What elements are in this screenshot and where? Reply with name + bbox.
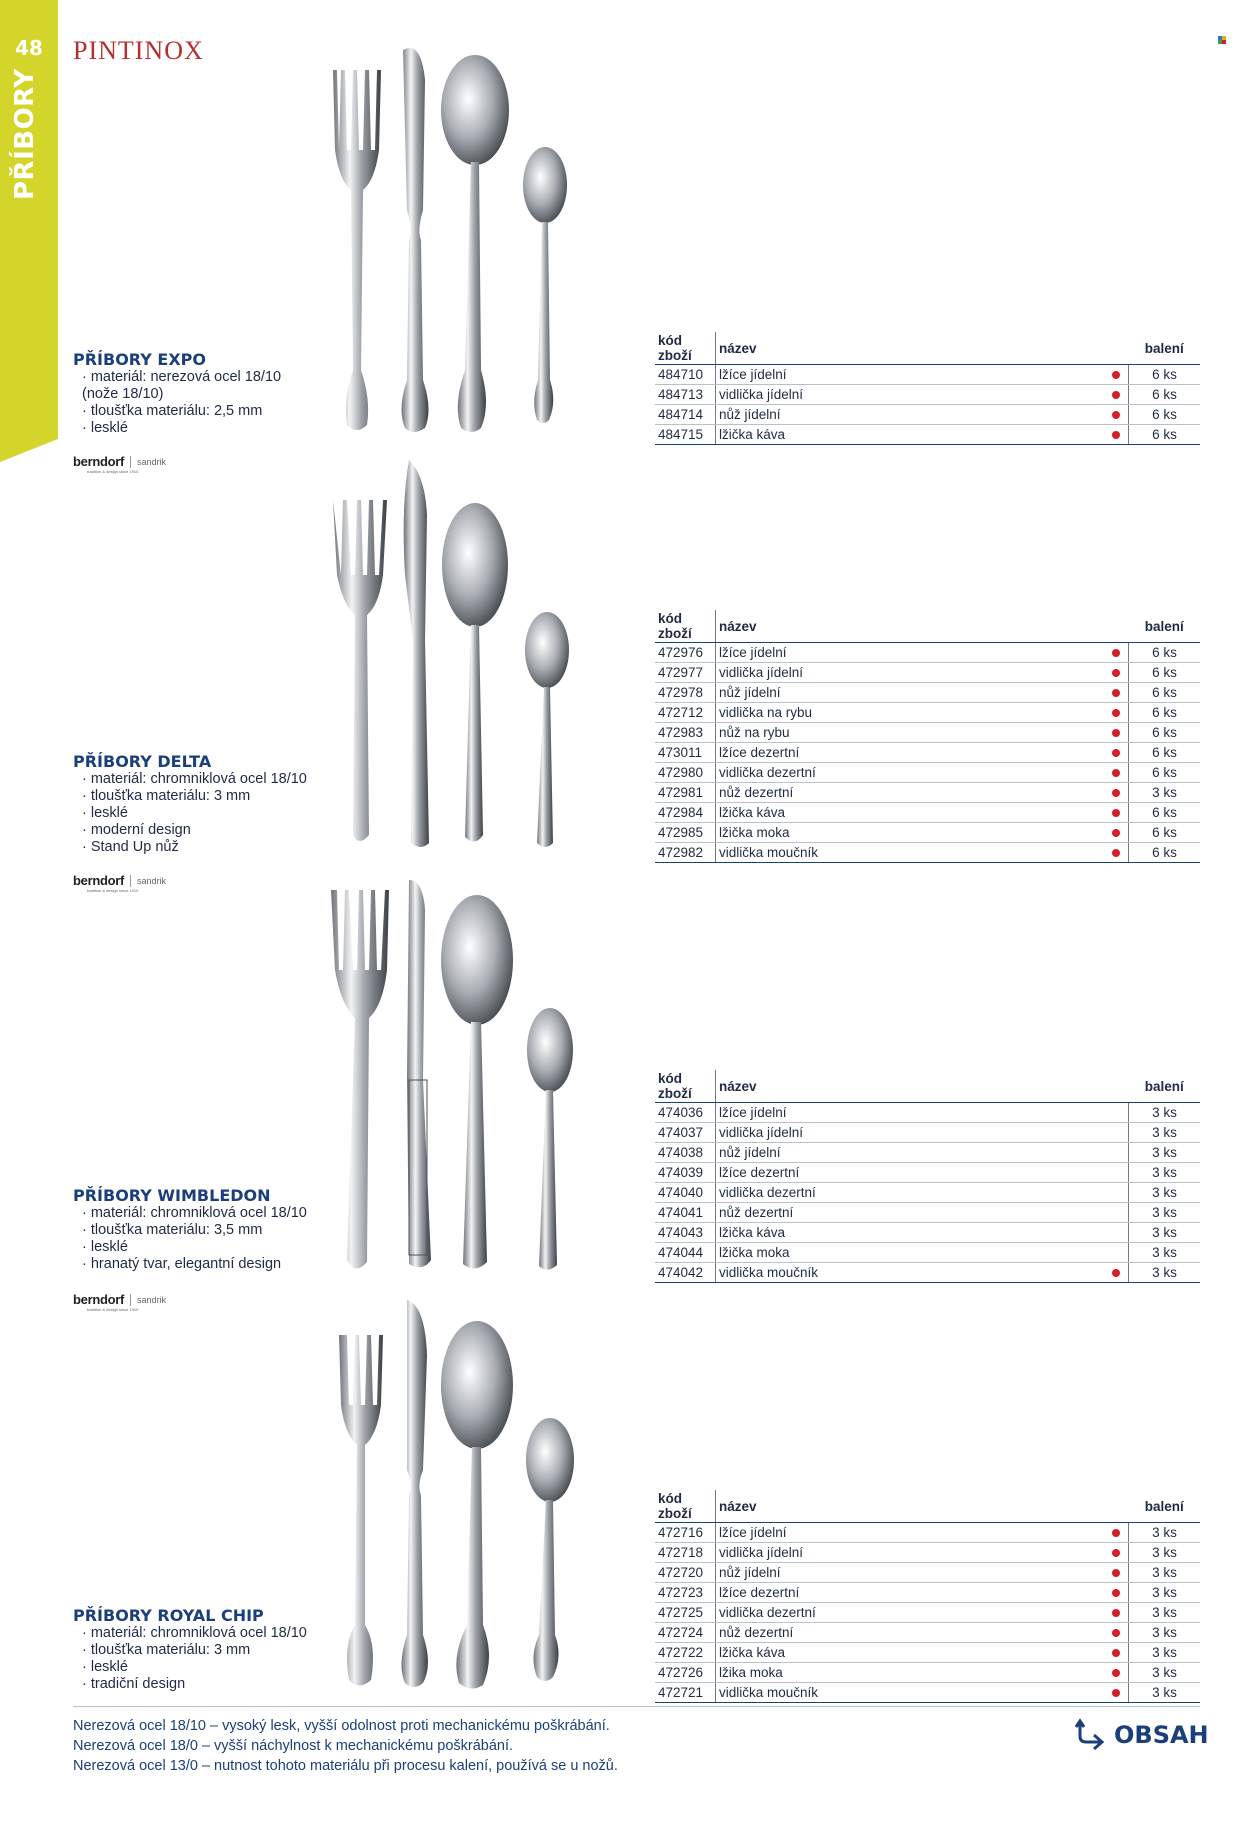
stock-dot-icon <box>1112 789 1120 797</box>
product-name: vidlička dezertní <box>716 763 1105 783</box>
table-row <box>655 1683 1200 1703</box>
table-row <box>655 1103 1200 1123</box>
pack-size: 3 ks <box>1129 1563 1201 1583</box>
section-label: PŘÍBORY <box>10 68 40 200</box>
berndorf-logo <box>73 1292 166 1307</box>
table-row <box>655 1643 1200 1663</box>
sandrik-wordmark: sandrik <box>137 456 167 467</box>
table-row <box>655 1543 1200 1563</box>
pack-size: 6 ks <box>1129 803 1201 823</box>
product-code: 474038 <box>655 1143 716 1163</box>
pack-size: 3 ks <box>1129 1623 1201 1643</box>
product-code: 472980 <box>655 763 716 783</box>
pack-size: 6 ks <box>1129 683 1201 703</box>
pack-size: 6 ks <box>1129 405 1201 425</box>
table-row <box>655 1123 1200 1143</box>
royal-chip-cutlery-image <box>325 1295 585 1695</box>
pack-size: 6 ks <box>1129 823 1201 843</box>
product-table <box>655 1490 1200 1703</box>
pack-size: 6 ks <box>1129 385 1201 405</box>
product-table <box>655 332 1200 445</box>
product-code: 472716 <box>655 1523 716 1543</box>
stock-dot-icon <box>1112 1589 1120 1597</box>
spec-line: · tloušťka materiálu: 3 mm <box>82 788 251 804</box>
product-code: 484715 <box>655 425 716 445</box>
table-row <box>655 723 1200 743</box>
product-code: 472724 <box>655 1623 716 1643</box>
stock-dot-icon <box>1112 1549 1120 1557</box>
product-code: 484713 <box>655 385 716 405</box>
berndorf-wordmark: berndorf <box>73 454 125 469</box>
product-specs <box>73 771 307 856</box>
pack-size: 3 ks <box>1129 783 1201 803</box>
note-line: Nerezová ocel 18/10 – vysoký lesk, vyšší odolnost proti mechanickému poškrábání. <box>73 1718 610 1734</box>
product-table <box>655 610 1200 863</box>
product-name: vidlička moučník <box>716 843 1105 863</box>
stock-dot-icon <box>1112 1569 1120 1577</box>
table-row <box>655 1163 1200 1183</box>
stock-dot-icon <box>1112 849 1120 857</box>
pack-size: 6 ks <box>1129 663 1201 683</box>
pack-size: 3 ks <box>1129 1643 1201 1663</box>
product-code: 472982 <box>655 843 716 863</box>
product-title: PŘÍBORY ROYAL CHIP <box>73 1606 264 1625</box>
stock-dot-icon <box>1112 431 1120 439</box>
spec-line: · tradiční design <box>82 1676 186 1692</box>
header-name: název <box>716 1070 1129 1103</box>
pack-size: 3 ks <box>1129 1103 1201 1123</box>
product-name: lžika moka <box>716 1663 1105 1683</box>
table-row <box>655 1603 1200 1623</box>
table-row <box>655 763 1200 783</box>
product-code: 472720 <box>655 1563 716 1583</box>
spec-line: · tloušťka materiálu: 2,5 mm <box>82 403 263 419</box>
spec-line: · moderní design <box>82 822 191 838</box>
material-notes <box>73 1716 618 1776</box>
product-code: 474041 <box>655 1203 716 1223</box>
spec-line: · Stand Up nůž <box>82 839 179 855</box>
product-code: 473011 <box>655 743 716 763</box>
product-name: lžíce jídelní <box>716 1103 1105 1123</box>
table-row <box>655 1583 1200 1603</box>
table-row <box>655 1243 1200 1263</box>
pack-size: 3 ks <box>1129 1183 1201 1203</box>
product-code: 472725 <box>655 1603 716 1623</box>
product-code: 474042 <box>655 1263 716 1283</box>
product-code: 484710 <box>655 365 716 385</box>
spec-line: · hranatý tvar, elegantní design <box>82 1256 282 1272</box>
product-name: vidlička na rybu <box>716 703 1105 723</box>
product-name: vidlička moučník <box>716 1683 1105 1703</box>
product-name: lžička káva <box>716 425 1105 445</box>
table-row <box>655 643 1200 663</box>
spec-line: · lesklé <box>82 1659 128 1675</box>
product-code: 472718 <box>655 1543 716 1563</box>
spec-line: · materiál: chromniklová ocel 18/10 <box>82 1205 307 1221</box>
pack-size: 3 ks <box>1129 1143 1201 1163</box>
spec-line: · lesklé <box>82 805 128 821</box>
table-row <box>655 1663 1200 1683</box>
contents-link[interactable] <box>1074 1718 1209 1752</box>
product-specs <box>73 1625 307 1693</box>
logo-tagline: tradition & design since 1910 <box>87 469 139 474</box>
product-code: 472976 <box>655 643 716 663</box>
table-row <box>655 1523 1200 1543</box>
table-row <box>655 1143 1200 1163</box>
product-name: nůž jídelní <box>716 1563 1105 1583</box>
pack-size: 3 ks <box>1129 1223 1201 1243</box>
stock-dot-icon <box>1112 669 1120 677</box>
product-specs <box>73 1205 307 1273</box>
pack-size: 6 ks <box>1129 703 1201 723</box>
footer-divider <box>73 1706 1200 1707</box>
product-name: nůž dezertní <box>716 1203 1105 1223</box>
sandrik-wordmark: sandrik <box>137 1294 167 1305</box>
table-row <box>655 1183 1200 1203</box>
logo-tagline: tradition & design since 1910 <box>87 1307 139 1312</box>
table-row <box>655 425 1200 445</box>
pack-size: 3 ks <box>1129 1663 1201 1683</box>
berndorf-logo <box>73 873 166 888</box>
table-row <box>655 405 1200 425</box>
table-row <box>655 1263 1200 1283</box>
header-name: název <box>716 332 1129 365</box>
header-code: kód zboží <box>655 1070 716 1103</box>
expo-cutlery-image <box>325 40 585 440</box>
page-number: 48 <box>15 36 43 60</box>
table-row <box>655 663 1200 683</box>
berndorf-wordmark: berndorf <box>73 1292 125 1307</box>
pack-size: 6 ks <box>1129 843 1201 863</box>
table-row <box>655 1623 1200 1643</box>
product-name: lžíce dezertní <box>716 743 1105 763</box>
table-row <box>655 803 1200 823</box>
product-name: vidlička jídelní <box>716 1543 1105 1563</box>
stock-dot-icon <box>1112 769 1120 777</box>
stock-dot-icon <box>1112 689 1120 697</box>
logo-tagline: tradition & design since 1910 <box>87 888 139 893</box>
delta-cutlery-image <box>325 455 585 855</box>
stock-dot-icon <box>1112 1689 1120 1697</box>
corner-mark-icon <box>1218 36 1226 44</box>
pack-size: 3 ks <box>1129 1603 1201 1623</box>
pack-size: 6 ks <box>1129 365 1201 385</box>
table-row <box>655 843 1200 863</box>
product-name: lžička moka <box>716 823 1105 843</box>
product-name: nůž jídelní <box>716 1143 1105 1163</box>
spec-line: · materiál: chromniklová ocel 18/10 <box>82 771 307 787</box>
product-title: PŘÍBORY WIMBLEDON <box>73 1186 271 1205</box>
table-row <box>655 743 1200 763</box>
stock-dot-icon <box>1112 749 1120 757</box>
product-code: 472712 <box>655 703 716 723</box>
product-name: lžíce jídelní <box>716 365 1105 385</box>
product-name: nůž jídelní <box>716 405 1105 425</box>
table-row <box>655 1203 1200 1223</box>
pack-size: 3 ks <box>1129 1523 1201 1543</box>
product-code: 472978 <box>655 683 716 703</box>
brand-logo: PINTINOX <box>73 36 204 65</box>
pack-size: 3 ks <box>1129 1543 1201 1563</box>
product-name: vidlička dezertní <box>716 1183 1105 1203</box>
pack-size: 3 ks <box>1129 1683 1201 1703</box>
table-row <box>655 783 1200 803</box>
table-row <box>655 1563 1200 1583</box>
wimbledon-cutlery-image <box>325 880 585 1280</box>
product-table <box>655 1070 1200 1283</box>
product-code: 472985 <box>655 823 716 843</box>
product-code: 474039 <box>655 1163 716 1183</box>
berndorf-wordmark: berndorf <box>73 873 125 888</box>
header-name: název <box>716 1490 1129 1523</box>
product-name: lžička káva <box>716 1223 1105 1243</box>
contents-label: OBSAH <box>1114 1721 1209 1749</box>
stock-dot-icon <box>1112 709 1120 717</box>
stock-dot-icon <box>1112 1649 1120 1657</box>
stock-dot-icon <box>1112 809 1120 817</box>
product-name: vidlička moučník <box>716 1263 1105 1283</box>
pack-size: 3 ks <box>1129 1583 1201 1603</box>
product-code: 472977 <box>655 663 716 683</box>
spec-line: · tloušťka materiálu: 3,5 mm <box>82 1222 263 1238</box>
product-name: nůž dezertní <box>716 1623 1105 1643</box>
pack-size: 3 ks <box>1129 1203 1201 1223</box>
header-pack: balení <box>1129 332 1201 365</box>
arrow-turn-icon <box>1074 1718 1108 1752</box>
product-code: 472983 <box>655 723 716 743</box>
product-title: PŘÍBORY EXPO <box>73 350 206 369</box>
header-code: kód zboží <box>655 332 716 365</box>
product-specs <box>73 369 281 437</box>
product-code: 472722 <box>655 1643 716 1663</box>
stock-dot-icon <box>1112 1669 1120 1677</box>
stock-dot-icon <box>1112 729 1120 737</box>
pack-size: 6 ks <box>1129 425 1201 445</box>
pack-size: 3 ks <box>1129 1163 1201 1183</box>
product-name: lžička moka <box>716 1243 1105 1263</box>
product-name: lžíce jídelní <box>716 643 1105 663</box>
product-code: 474044 <box>655 1243 716 1263</box>
spec-line: · tloušťka materiálu: 3 mm <box>82 1642 251 1658</box>
table-row <box>655 1223 1200 1243</box>
stock-dot-icon <box>1112 411 1120 419</box>
note-line: Nerezová ocel 18/0 – vyšší náchylnost k mechanickému poškrábání. <box>73 1738 514 1754</box>
stock-dot-icon <box>1112 1629 1120 1637</box>
header-pack: balení <box>1129 1070 1201 1103</box>
table-row <box>655 823 1200 843</box>
sandrik-wordmark: sandrik <box>137 875 167 886</box>
stock-dot-icon <box>1112 649 1120 657</box>
product-code: 474036 <box>655 1103 716 1123</box>
product-name: nůž dezertní <box>716 783 1105 803</box>
header-code: kód zboží <box>655 610 716 643</box>
stock-dot-icon <box>1112 1609 1120 1617</box>
note-line: Nerezová ocel 13/0 – nutnost tohoto materiálu při procesu kalení, používá se u nožů. <box>73 1758 618 1774</box>
header-code: kód zboží <box>655 1490 716 1523</box>
stock-dot-icon <box>1112 829 1120 837</box>
stock-dot-icon <box>1112 1269 1120 1277</box>
product-title: PŘÍBORY DELTA <box>73 752 212 771</box>
product-code: 472981 <box>655 783 716 803</box>
product-code: 474043 <box>655 1223 716 1243</box>
spec-line: · lesklé <box>82 420 128 436</box>
product-code: 472723 <box>655 1583 716 1603</box>
product-code: 472984 <box>655 803 716 823</box>
product-name: lžička káva <box>716 803 1105 823</box>
table-row <box>655 385 1200 405</box>
pack-size: 6 ks <box>1129 643 1201 663</box>
stock-dot-icon <box>1112 371 1120 379</box>
spec-line: · materiál: nerezová ocel 18/10 <box>82 369 282 385</box>
product-name: vidlička jídelní <box>716 385 1105 405</box>
spec-line: (nože 18/10) <box>82 386 164 402</box>
product-name: lžíce dezertní <box>716 1583 1105 1603</box>
product-name: nůž jídelní <box>716 683 1105 703</box>
spec-line: · materiál: chromniklová ocel 18/10 <box>82 1625 307 1641</box>
pack-size: 3 ks <box>1129 1123 1201 1143</box>
pack-size: 6 ks <box>1129 723 1201 743</box>
spec-line: · lesklé <box>82 1239 128 1255</box>
table-row <box>655 683 1200 703</box>
pack-size: 3 ks <box>1129 1263 1201 1283</box>
pack-size: 6 ks <box>1129 763 1201 783</box>
product-name: lžíce dezertní <box>716 1163 1105 1183</box>
product-code: 474037 <box>655 1123 716 1143</box>
header-pack: balení <box>1129 610 1201 643</box>
header-name: název <box>716 610 1129 643</box>
stock-dot-icon <box>1112 391 1120 399</box>
product-name: nůž na rybu <box>716 723 1105 743</box>
stock-dot-icon <box>1112 1529 1120 1537</box>
berndorf-logo <box>73 454 166 469</box>
table-row <box>655 703 1200 723</box>
pack-size: 3 ks <box>1129 1243 1201 1263</box>
product-name: vidlička jídelní <box>716 1123 1105 1143</box>
table-row <box>655 365 1200 385</box>
product-name: vidlička jídelní <box>716 663 1105 683</box>
product-name: vidlička dezertní <box>716 1603 1105 1623</box>
product-code: 472726 <box>655 1663 716 1683</box>
product-name: lžíce jídelní <box>716 1523 1105 1543</box>
product-code: 484714 <box>655 405 716 425</box>
product-code: 472721 <box>655 1683 716 1703</box>
pack-size: 6 ks <box>1129 743 1201 763</box>
product-name: lžička káva <box>716 1643 1105 1663</box>
header-pack: balení <box>1129 1490 1201 1523</box>
product-code: 474040 <box>655 1183 716 1203</box>
